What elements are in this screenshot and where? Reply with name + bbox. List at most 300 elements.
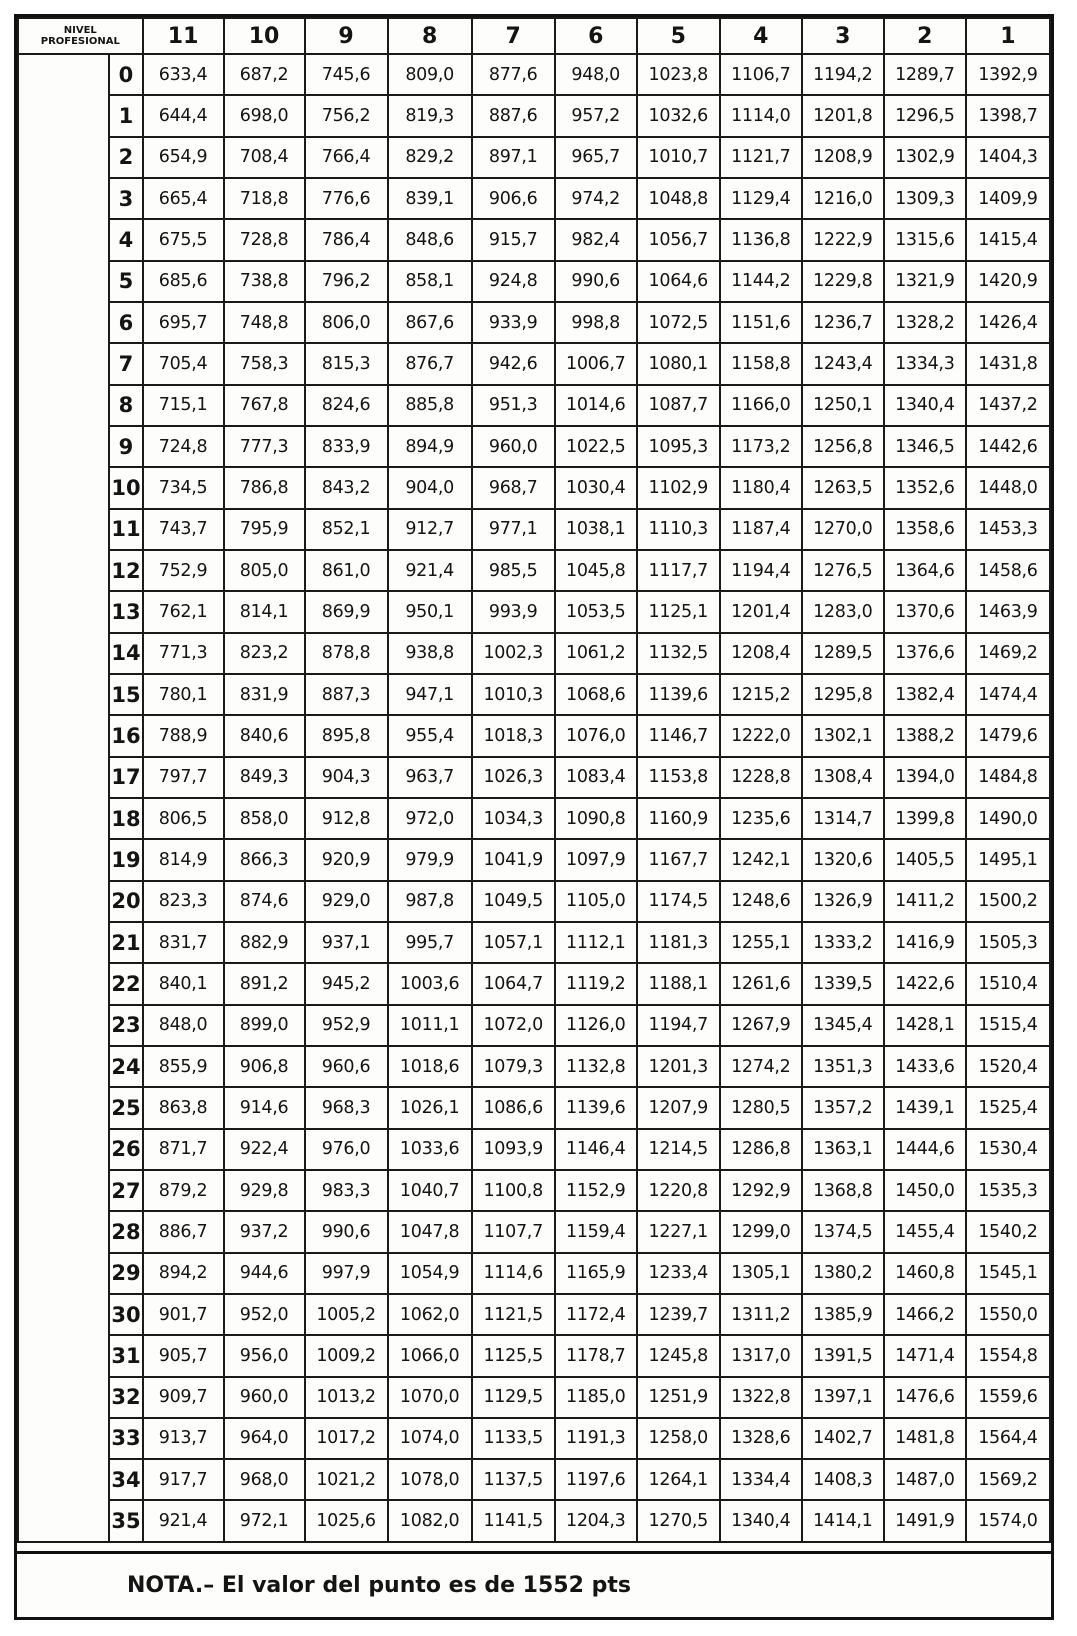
step-cell: 10 <box>109 467 142 508</box>
value-cell: 882,9 <box>224 922 305 963</box>
value-cell: 1178,7 <box>555 1335 637 1376</box>
value-cell: 897,1 <box>472 137 555 178</box>
value-cell: 1114,0 <box>720 95 802 136</box>
step-cell: 30 <box>109 1294 142 1335</box>
value-cell: 1180,4 <box>720 467 802 508</box>
value-cell: 995,7 <box>388 922 472 963</box>
step-cell: 14 <box>109 633 142 674</box>
value-cell: 955,4 <box>388 715 472 756</box>
value-cell: 1022,5 <box>555 426 637 467</box>
value-cell: 848,6 <box>388 219 472 260</box>
value-cell: 1125,5 <box>472 1335 555 1376</box>
value-cell: 952,0 <box>224 1294 305 1335</box>
table-row <box>18 343 1050 384</box>
value-cell: 1444,6 <box>884 1129 966 1170</box>
value-cell: 915,7 <box>472 219 555 260</box>
value-cell: 788,9 <box>143 715 224 756</box>
value-cell: 1437,2 <box>966 385 1050 426</box>
value-cell: 1380,2 <box>802 1253 884 1294</box>
value-cell: 1102,9 <box>637 467 720 508</box>
value-cell: 1151,6 <box>720 302 802 343</box>
step-cell: 18 <box>109 798 142 839</box>
value-cell: 1426,4 <box>966 302 1050 343</box>
value-cell: 921,4 <box>143 1500 224 1541</box>
table-row <box>18 1005 1050 1046</box>
value-cell: 1392,9 <box>966 54 1050 95</box>
value-cell: 833,9 <box>305 426 388 467</box>
value-cell: 1086,6 <box>472 1087 555 1128</box>
value-cell: 1056,7 <box>637 219 720 260</box>
value-cell: 1495,1 <box>966 839 1050 880</box>
step-cell: 35 <box>109 1500 142 1541</box>
step-cell: 11 <box>109 509 142 550</box>
value-cell: 968,7 <box>472 467 555 508</box>
value-cell: 1049,5 <box>472 881 555 922</box>
value-cell: 1006,7 <box>555 343 637 384</box>
value-cell: 912,7 <box>388 509 472 550</box>
value-cell: 1397,1 <box>802 1377 884 1418</box>
value-cell: 771,3 <box>143 633 224 674</box>
step-cell: 23 <box>109 1005 142 1046</box>
value-cell: 990,6 <box>305 1211 388 1252</box>
value-cell: 1370,6 <box>884 591 966 632</box>
step-cell: 9 <box>109 426 142 467</box>
value-cell: 942,6 <box>472 343 555 384</box>
value-cell: 1214,5 <box>637 1129 720 1170</box>
value-cell: 806,5 <box>143 798 224 839</box>
value-cell: 1256,8 <box>802 426 884 467</box>
value-cell: 1064,6 <box>637 261 720 302</box>
value-cell: 998,8 <box>555 302 637 343</box>
value-cell: 972,1 <box>224 1500 305 1541</box>
value-cell: 1222,0 <box>720 715 802 756</box>
value-cell: 993,9 <box>472 591 555 632</box>
value-cell: 1010,3 <box>472 674 555 715</box>
value-cell: 1460,8 <box>884 1253 966 1294</box>
value-cell: 1505,3 <box>966 922 1050 963</box>
value-cell: 1376,6 <box>884 633 966 674</box>
value-cell: 1333,2 <box>802 922 884 963</box>
value-cell: 1408,3 <box>802 1459 884 1500</box>
value-cell: 734,5 <box>143 467 224 508</box>
value-cell: 1422,6 <box>884 963 966 1004</box>
level-header: 9 <box>305 18 388 54</box>
value-cell: 1228,8 <box>720 757 802 798</box>
value-cell: 1110,3 <box>637 509 720 550</box>
value-cell: 829,2 <box>388 137 472 178</box>
value-cell: 1299,0 <box>720 1211 802 1252</box>
value-cell: 1481,8 <box>884 1418 966 1459</box>
value-cell: 780,1 <box>143 674 224 715</box>
value-cell: 861,0 <box>305 550 388 591</box>
value-cell: 886,7 <box>143 1211 224 1252</box>
value-cell: 1018,3 <box>472 715 555 756</box>
value-cell: 1041,9 <box>472 839 555 880</box>
value-cell: 1021,2 <box>305 1459 388 1500</box>
value-cell: 990,6 <box>555 261 637 302</box>
value-cell: 1405,5 <box>884 839 966 880</box>
value-cell: 977,1 <box>472 509 555 550</box>
value-cell: 1302,1 <box>802 715 884 756</box>
value-cell: 858,1 <box>388 261 472 302</box>
value-cell: 1453,3 <box>966 509 1050 550</box>
value-cell: 1054,9 <box>388 1253 472 1294</box>
value-cell: 1339,5 <box>802 963 884 1004</box>
value-cell: 867,6 <box>388 302 472 343</box>
value-cell: 823,3 <box>143 881 224 922</box>
value-cell: 1243,4 <box>802 343 884 384</box>
value-cell: 796,2 <box>305 261 388 302</box>
level-header: 10 <box>224 18 305 54</box>
table-row <box>18 1253 1050 1294</box>
value-cell: 960,0 <box>472 426 555 467</box>
value-cell: 1117,7 <box>637 550 720 591</box>
value-cell: 983,3 <box>305 1170 388 1211</box>
value-cell: 1442,6 <box>966 426 1050 467</box>
value-cell: 1080,1 <box>637 343 720 384</box>
value-cell: 1045,8 <box>555 550 637 591</box>
table-row <box>18 1418 1050 1459</box>
table-row <box>18 798 1050 839</box>
value-cell: 876,7 <box>388 343 472 384</box>
value-cell: 1062,0 <box>388 1294 472 1335</box>
value-cell: 1569,2 <box>966 1459 1050 1500</box>
value-cell: 947,1 <box>388 674 472 715</box>
value-cell: 1317,0 <box>720 1335 802 1376</box>
value-cell: 1215,2 <box>720 674 802 715</box>
step-cell: 13 <box>109 591 142 632</box>
value-cell: 960,6 <box>305 1046 388 1087</box>
value-cell: 839,1 <box>388 178 472 219</box>
value-cell: 1222,9 <box>802 219 884 260</box>
value-cell: 1326,9 <box>802 881 884 922</box>
value-cell: 1554,8 <box>966 1335 1050 1376</box>
value-cell: 758,3 <box>224 343 305 384</box>
value-cell: 1264,1 <box>637 1459 720 1500</box>
value-cell: 1270,0 <box>802 509 884 550</box>
value-cell: 745,6 <box>305 54 388 95</box>
step-cell: 2 <box>109 137 142 178</box>
footnote: NOTA.– El valor del punto es de 1552 pts <box>17 1551 1051 1617</box>
value-cell: 728,8 <box>224 219 305 260</box>
value-cell: 917,7 <box>143 1459 224 1500</box>
value-cell: 905,7 <box>143 1335 224 1376</box>
table-row <box>18 1046 1050 1087</box>
value-cell: 1364,6 <box>884 550 966 591</box>
value-cell: 1520,4 <box>966 1046 1050 1087</box>
value-cell: 1132,8 <box>555 1046 637 1087</box>
step-cell: 27 <box>109 1170 142 1211</box>
value-cell: 1334,4 <box>720 1459 802 1500</box>
value-cell: 1328,6 <box>720 1418 802 1459</box>
value-cell: 1250,1 <box>802 385 884 426</box>
value-cell: 1368,8 <box>802 1170 884 1211</box>
value-cell: 1315,6 <box>884 219 966 260</box>
table-body <box>18 54 1050 1542</box>
value-cell: 1357,2 <box>802 1087 884 1128</box>
step-cell: 16 <box>109 715 142 756</box>
value-cell: 1014,6 <box>555 385 637 426</box>
value-cell: 848,0 <box>143 1005 224 1046</box>
value-cell: 1345,4 <box>802 1005 884 1046</box>
value-cell: 1025,6 <box>305 1500 388 1541</box>
value-cell: 1245,8 <box>637 1335 720 1376</box>
value-cell: 1207,9 <box>637 1087 720 1128</box>
value-cell: 767,8 <box>224 385 305 426</box>
value-cell: 1010,7 <box>637 137 720 178</box>
value-cell: 809,0 <box>388 54 472 95</box>
value-cell: 1229,8 <box>802 261 884 302</box>
value-cell: 909,7 <box>143 1377 224 1418</box>
value-cell: 895,8 <box>305 715 388 756</box>
value-cell: 1174,5 <box>637 881 720 922</box>
value-cell: 963,7 <box>388 757 472 798</box>
value-cell: 1402,7 <box>802 1418 884 1459</box>
value-cell: 891,2 <box>224 963 305 1004</box>
value-cell: 1194,7 <box>637 1005 720 1046</box>
table-row <box>18 550 1050 591</box>
step-cell: 26 <box>109 1129 142 1170</box>
value-cell: 1144,2 <box>720 261 802 302</box>
table-row <box>18 591 1050 632</box>
value-cell: 786,4 <box>305 219 388 260</box>
value-cell: 1414,1 <box>802 1500 884 1541</box>
value-cell: 1289,5 <box>802 633 884 674</box>
value-cell: 840,6 <box>224 715 305 756</box>
value-cell: 1351,3 <box>802 1046 884 1087</box>
value-cell: 1328,2 <box>884 302 966 343</box>
value-cell: 1026,1 <box>388 1087 472 1128</box>
step-cell: 3 <box>109 178 142 219</box>
value-cell: 1398,7 <box>966 95 1050 136</box>
level-header: 5 <box>637 18 720 54</box>
value-cell: 1112,1 <box>555 922 637 963</box>
step-cell: 20 <box>109 881 142 922</box>
table-row <box>18 839 1050 880</box>
value-cell: 1002,3 <box>472 633 555 674</box>
value-cell: 1530,4 <box>966 1129 1050 1170</box>
value-cell: 1159,4 <box>555 1211 637 1252</box>
value-cell: 1399,8 <box>884 798 966 839</box>
table-row <box>18 467 1050 508</box>
value-cell: 1100,8 <box>472 1170 555 1211</box>
value-cell: 904,0 <box>388 467 472 508</box>
value-cell: 945,2 <box>305 963 388 1004</box>
value-cell: 797,7 <box>143 757 224 798</box>
value-cell: 1079,3 <box>472 1046 555 1087</box>
value-cell: 929,0 <box>305 881 388 922</box>
step-cell: 15 <box>109 674 142 715</box>
value-cell: 1038,1 <box>555 509 637 550</box>
value-cell: 1074,0 <box>388 1418 472 1459</box>
value-cell: 974,2 <box>555 178 637 219</box>
value-cell: 806,0 <box>305 302 388 343</box>
value-cell: 894,9 <box>388 426 472 467</box>
value-cell: 1009,2 <box>305 1335 388 1376</box>
value-cell: 972,0 <box>388 798 472 839</box>
value-cell: 1197,6 <box>555 1459 637 1500</box>
value-cell: 1433,6 <box>884 1046 966 1087</box>
value-cell: 756,2 <box>305 95 388 136</box>
value-cell: 1141,5 <box>472 1500 555 1541</box>
value-cell: 1032,6 <box>637 95 720 136</box>
value-cell: 1471,4 <box>884 1335 966 1376</box>
step-cell: 25 <box>109 1087 142 1128</box>
value-cell: 877,6 <box>472 54 555 95</box>
step-cell: 7 <box>109 343 142 384</box>
value-cell: 1540,2 <box>966 1211 1050 1252</box>
value-cell: 743,7 <box>143 509 224 550</box>
value-cell: 695,7 <box>143 302 224 343</box>
value-cell: 944,6 <box>224 1253 305 1294</box>
table-row <box>18 715 1050 756</box>
value-cell: 644,4 <box>143 95 224 136</box>
value-cell: 906,8 <box>224 1046 305 1087</box>
value-cell: 1216,0 <box>802 178 884 219</box>
value-cell: 1146,7 <box>637 715 720 756</box>
value-cell: 1463,9 <box>966 591 1050 632</box>
value-cell: 1153,8 <box>637 757 720 798</box>
value-cell: 1132,5 <box>637 633 720 674</box>
value-cell: 1236,7 <box>802 302 884 343</box>
value-cell: 951,3 <box>472 385 555 426</box>
value-cell: 748,8 <box>224 302 305 343</box>
step-cell: 31 <box>109 1335 142 1376</box>
step-cell: 33 <box>109 1418 142 1459</box>
value-cell: 1428,1 <box>884 1005 966 1046</box>
value-cell: 1090,8 <box>555 798 637 839</box>
step-cell: 24 <box>109 1046 142 1087</box>
value-cell: 705,4 <box>143 343 224 384</box>
value-cell: 1248,6 <box>720 881 802 922</box>
value-cell: 952,9 <box>305 1005 388 1046</box>
table-row <box>18 178 1050 219</box>
value-cell: 1201,3 <box>637 1046 720 1087</box>
value-cell: 1011,1 <box>388 1005 472 1046</box>
value-cell: 1208,4 <box>720 633 802 674</box>
value-cell: 1061,2 <box>555 633 637 674</box>
table-row <box>18 1211 1050 1252</box>
value-cell: 1500,2 <box>966 881 1050 922</box>
table-row <box>18 674 1050 715</box>
step-cell: 6 <box>109 302 142 343</box>
value-cell: 1535,3 <box>966 1170 1050 1211</box>
value-cell: 1204,3 <box>555 1500 637 1541</box>
value-cell: 1070,0 <box>388 1377 472 1418</box>
value-cell: 1136,8 <box>720 219 802 260</box>
value-cell: 878,8 <box>305 633 388 674</box>
level-header: 7 <box>472 18 555 54</box>
value-cell: 1431,8 <box>966 343 1050 384</box>
value-cell: 1093,9 <box>472 1129 555 1170</box>
value-cell: 777,3 <box>224 426 305 467</box>
value-cell: 1510,4 <box>966 963 1050 1004</box>
value-cell: 885,8 <box>388 385 472 426</box>
value-cell: 1295,8 <box>802 674 884 715</box>
value-cell: 1121,5 <box>472 1294 555 1335</box>
value-cell: 922,4 <box>224 1129 305 1170</box>
value-cell: 1188,1 <box>637 963 720 1004</box>
value-cell: 976,0 <box>305 1129 388 1170</box>
value-cell: 1263,5 <box>802 467 884 508</box>
value-cell: 1139,6 <box>555 1087 637 1128</box>
table-row <box>18 137 1050 178</box>
value-cell: 1448,0 <box>966 467 1050 508</box>
value-cell: 1334,3 <box>884 343 966 384</box>
step-cell: 5 <box>109 261 142 302</box>
value-cell: 957,2 <box>555 95 637 136</box>
blank-margin-cell <box>18 54 109 1542</box>
value-cell: 920,9 <box>305 839 388 880</box>
value-cell: 960,0 <box>224 1377 305 1418</box>
value-cell: 938,8 <box>388 633 472 674</box>
salary-scale-table <box>17 17 1051 1543</box>
value-cell: 1352,6 <box>884 467 966 508</box>
value-cell: 937,2 <box>224 1211 305 1252</box>
value-cell: 1420,9 <box>966 261 1050 302</box>
value-cell: 1515,4 <box>966 1005 1050 1046</box>
value-cell: 1064,7 <box>472 963 555 1004</box>
value-cell: 1201,8 <box>802 95 884 136</box>
value-cell: 1487,0 <box>884 1459 966 1500</box>
value-cell: 1033,6 <box>388 1129 472 1170</box>
value-cell: 718,8 <box>224 178 305 219</box>
value-cell: 956,0 <box>224 1335 305 1376</box>
step-cell: 34 <box>109 1459 142 1500</box>
value-cell: 1255,1 <box>720 922 802 963</box>
level-header: 4 <box>720 18 802 54</box>
value-cell: 1227,1 <box>637 1211 720 1252</box>
value-cell: 1114,6 <box>472 1253 555 1294</box>
value-cell: 1194,4 <box>720 550 802 591</box>
level-header: 2 <box>884 18 966 54</box>
value-cell: 1005,2 <box>305 1294 388 1335</box>
value-cell: 1034,3 <box>472 798 555 839</box>
value-cell: 687,2 <box>224 54 305 95</box>
value-cell: 685,6 <box>143 261 224 302</box>
value-cell: 1166,0 <box>720 385 802 426</box>
value-cell: 1559,6 <box>966 1377 1050 1418</box>
value-cell: 887,3 <box>305 674 388 715</box>
value-cell: 899,0 <box>224 1005 305 1046</box>
value-cell: 1404,3 <box>966 137 1050 178</box>
value-cell: 1072,5 <box>637 302 720 343</box>
value-cell: 1322,8 <box>720 1377 802 1418</box>
value-cell: 1479,6 <box>966 715 1050 756</box>
value-cell: 1076,0 <box>555 715 637 756</box>
value-cell: 724,8 <box>143 426 224 467</box>
value-cell: 708,4 <box>224 137 305 178</box>
value-cell: 1491,9 <box>884 1500 966 1541</box>
value-cell: 855,9 <box>143 1046 224 1087</box>
value-cell: 675,5 <box>143 219 224 260</box>
step-cell: 21 <box>109 922 142 963</box>
table-row <box>18 1459 1050 1500</box>
value-cell: 1194,2 <box>802 54 884 95</box>
step-cell: 32 <box>109 1377 142 1418</box>
corner-label-top: NIVEL <box>63 25 97 36</box>
value-cell: 901,7 <box>143 1294 224 1335</box>
value-cell: 1125,1 <box>637 591 720 632</box>
value-cell: 1235,6 <box>720 798 802 839</box>
value-cell: 871,7 <box>143 1129 224 1170</box>
value-cell: 1476,6 <box>884 1377 966 1418</box>
value-cell: 1187,4 <box>720 509 802 550</box>
step-cell: 12 <box>109 550 142 591</box>
value-cell: 814,9 <box>143 839 224 880</box>
step-cell: 17 <box>109 757 142 798</box>
table-row <box>18 385 1050 426</box>
